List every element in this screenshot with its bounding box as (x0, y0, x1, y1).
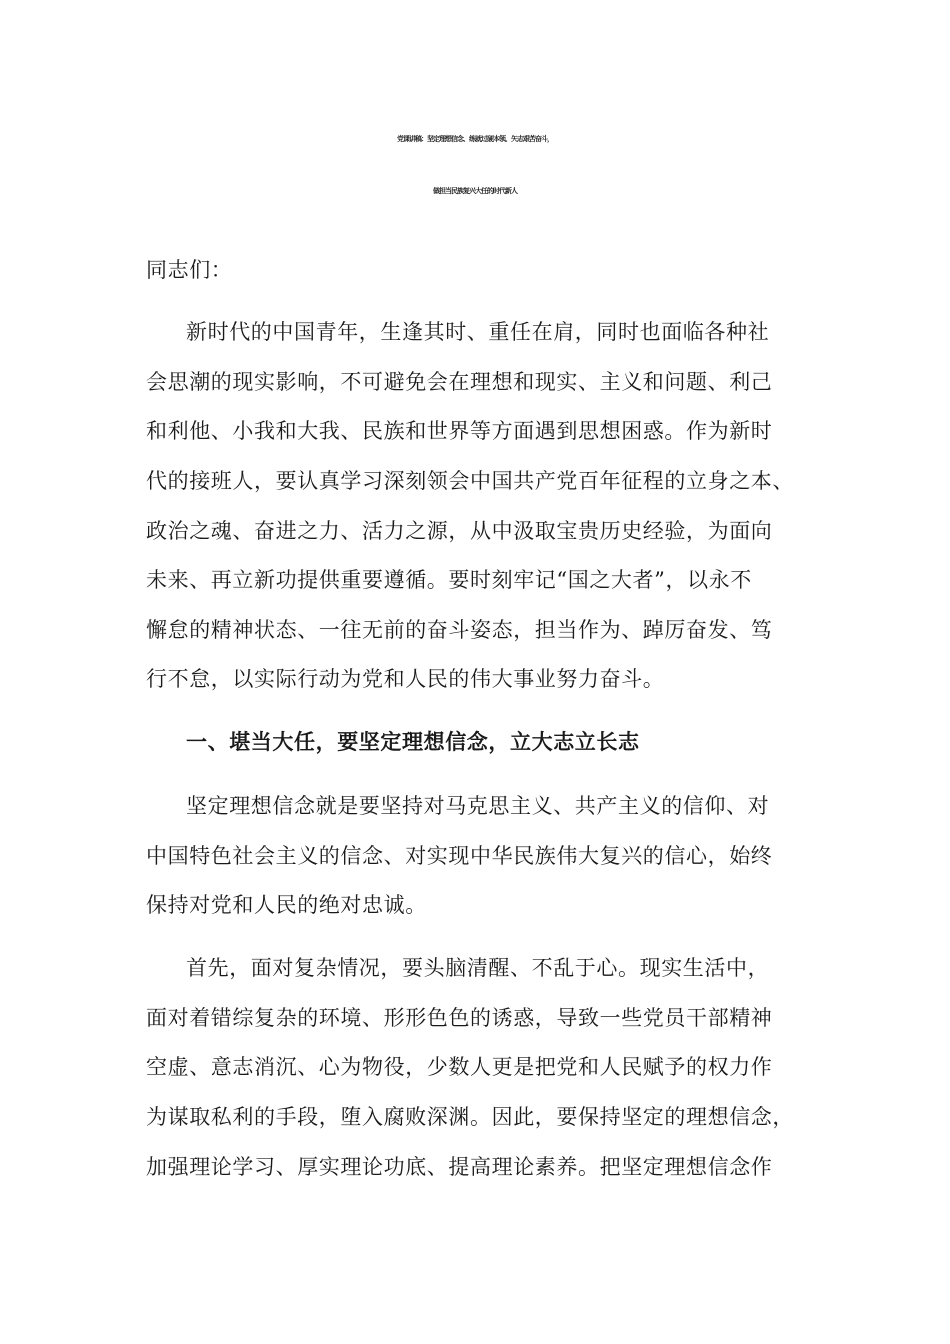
section-1-para-2-line: 加强理论学习、厚实理论功底、提高理论素养。把坚定理想信念作 (146, 1155, 773, 1179)
section-1-para-2-line: 面对着错综复杂的环境、形形色色的诱惑，导致一些党员干部精神 (146, 1006, 773, 1030)
intro-line: 新时代的中国青年，生逢其时、重任在肩，同时也面临各种社 (186, 320, 770, 344)
intro-line: 未来、再立新功提供重要遵循。要时刻牢记“国之大者”，以永不 (146, 568, 752, 592)
section-heading: 一、堪当大任，要坚定理想信念，立大志立长志 (186, 730, 640, 754)
intro-line: 和利他、小我和大我、民族和世界等方面遇到思想困惑。作为新时 (146, 419, 773, 443)
section-1-para-1-line: 坚定理想信念就是要坚持对马克思主义、共产主义的信仰、对 (186, 794, 770, 818)
intro-line: 行不怠，以实际行动为党和人民的伟大事业努力奋斗。 (146, 667, 665, 691)
section-1-para-2-line: 首先，面对复杂情况，要头脑清醒、不乱于心。现实生活中， (186, 956, 770, 980)
salutation: 同志们： (146, 258, 233, 282)
section-1-para-1-line: 保持对党和人民的绝对忠诚。 (146, 893, 427, 917)
title-line-1: 党课讲稿：坚定理想信念、练就过硬本领、矢志艰苦奋斗， (397, 135, 553, 143)
section-1-para-1-line: 中国特色社会主义的信念、对实现中华民族伟大复兴的信心，始终 (146, 844, 773, 868)
intro-line: 代的接班人，要认真学习深刻领会中国共产党百年征程的立身之本、 (146, 469, 794, 493)
intro-line: 懈怠的精神状态、一往无前的奋斗姿态，担当作为、踔厉奋发、笃 (146, 618, 773, 642)
intro-line: 政治之魂、奋进之力、活力之源，从中汲取宝贵历史经验，为面向 (146, 519, 773, 543)
section-1-para-2-line: 为谋取私利的手段，堕入腐败深渊。因此，要保持坚定的理想信念， (146, 1105, 794, 1129)
section-1-para-2-line: 空虚、意志消沉、心为物役，少数人更是把党和人民赋予的权力作 (146, 1055, 773, 1079)
intro-line: 会思潮的现实影响，不可避免会在理想和现实、主义和问题、利己 (146, 370, 773, 394)
title-line-2: 做担当民族复兴大任的时代新人 (433, 187, 517, 195)
